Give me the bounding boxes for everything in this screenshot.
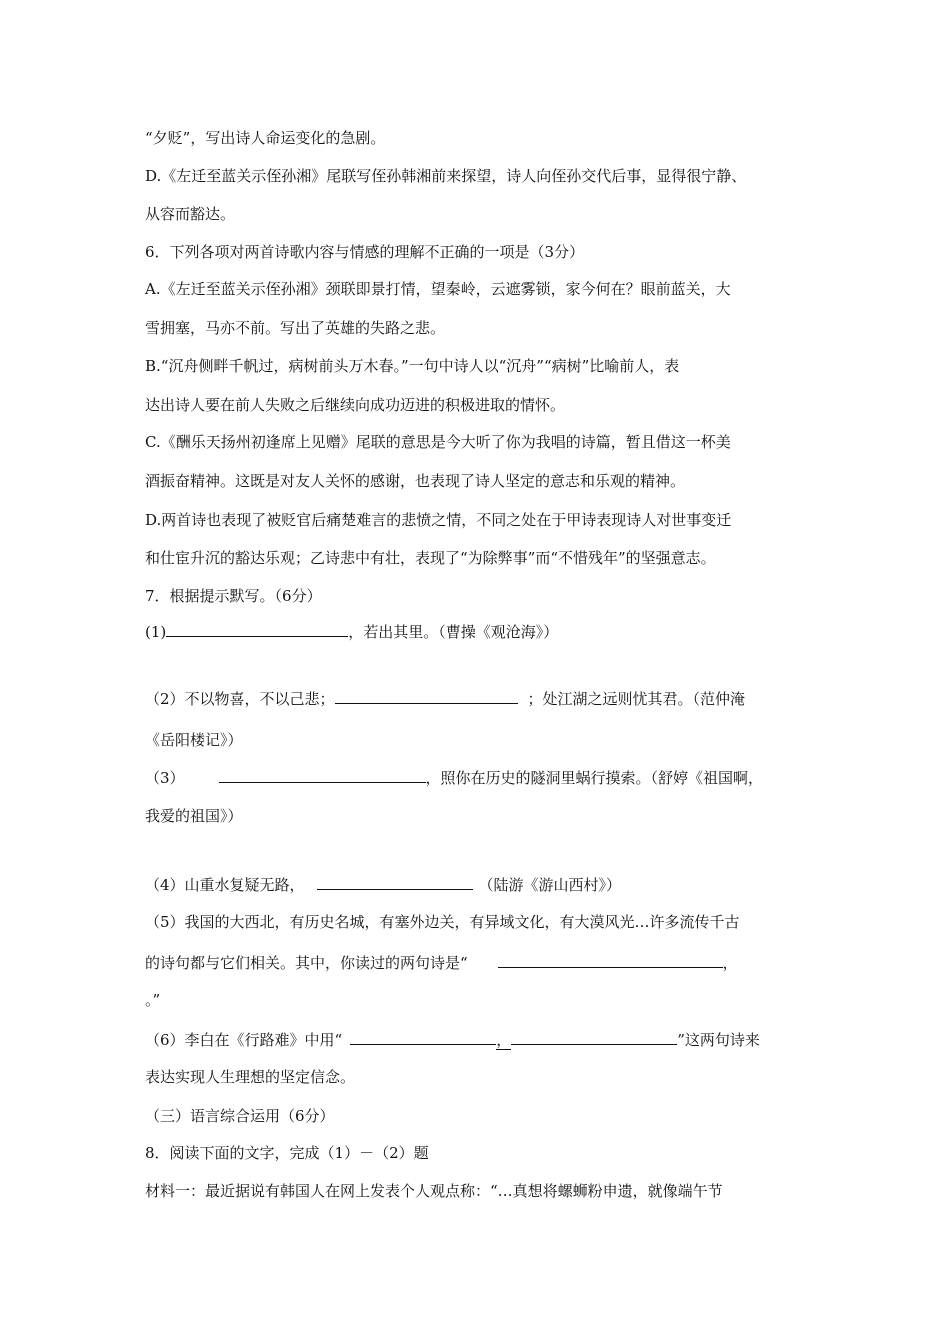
question-7-title: 7．根据提示默写。（6分） bbox=[145, 587, 322, 605]
text-line: 达出诗人要在前人失败之后继续向成功迈进的积极进取的情怀。 bbox=[145, 396, 566, 414]
answer-blank[interactable] bbox=[498, 952, 723, 968]
answer-blank[interactable] bbox=[166, 621, 348, 637]
option-a-line: A.《左迁至蓝关示侄孙湘》颈联即景打情，望秦岭，云遮雾锁，家今何在？眼前蓝关，大 bbox=[145, 280, 731, 298]
option-b-line: B.“沉舟侧畔千帆过，病树前头万木春。”一句中诗人以“沉舟”“病树”比喻前人，表 bbox=[145, 357, 680, 375]
dictation-item-5-blank-line: 的诗句都与它们相关。其中，你读过的两句诗是“ ， bbox=[145, 954, 738, 972]
dictation-item-1: (1) ，若出其里。（曹操《观沧海》） bbox=[145, 623, 559, 641]
text-line: 表达实现人生理想的坚定信念。 bbox=[145, 1068, 356, 1086]
text-line: 酒振奋精神。这既是对友人关怀的感谢，也表现了诗人坚定的意志和乐观的精神。 bbox=[145, 472, 686, 490]
question-6-title: 6．下列各项对两首诗歌内容与情感的理解不正确的一项是（3分） bbox=[145, 243, 585, 261]
text-line: 和仕宦升沉的豁达乐观；乙诗悲中有壮，表现了“为除弊事”而“不惜残年”的坚强意志。 bbox=[145, 549, 716, 567]
section-title: （三）语言综合运用（6分） bbox=[145, 1107, 335, 1125]
material-1-line: 材料一：最近据说有韩国人在网上发表个人观点称：“…真想将螺蛳粉申遗，就像端午节 bbox=[145, 1182, 723, 1200]
text-line: 《岳阳楼记》） bbox=[145, 731, 243, 749]
dictation-item-4: （4）山重水复疑无路， （陆游《游山西村》） bbox=[145, 876, 622, 894]
dictation-item-6: （6）李白在《行路难》中用“ ， ”这两句诗来 bbox=[145, 1031, 760, 1049]
option-d-line: D.两首诗也表现了被贬官后痛楚难言的悲愤之情，不同之处在于甲诗表现诗人对世事变迁 bbox=[145, 511, 732, 529]
answer-blank[interactable] bbox=[350, 1029, 496, 1045]
dictation-item-3: （3） ，照你在历史的隧洞里蜗行摸索。（舒婷《祖国啊， bbox=[145, 769, 764, 787]
text-line: “夕贬”，写出诗人命运变化的急剧。 bbox=[145, 129, 386, 147]
text-line: 。” bbox=[145, 991, 161, 1009]
answer-blank[interactable] bbox=[219, 767, 426, 783]
question-8-title: 8．阅读下面的文字，完成（1）－（2）题 bbox=[145, 1144, 429, 1162]
option-d-line: D.《左迁至蓝关示侄孙湘》尾联写侄孙韩湘前来探望，诗人向侄孙交代后事，显得很宁静、 bbox=[145, 167, 747, 185]
text-line: 从容而豁达。 bbox=[145, 205, 236, 223]
answer-blank[interactable] bbox=[317, 874, 473, 890]
text-line: 雪拥塞，马亦不前。写出了英雄的失路之悲。 bbox=[145, 319, 446, 337]
dictation-item-5: （5）我国的大西北，有历史名城，有塞外边关，有异域文化，有大漠风光…许多流传千古 bbox=[145, 913, 740, 931]
text-line: 我爱的祖国》） bbox=[145, 807, 243, 825]
answer-blank[interactable] bbox=[511, 1029, 677, 1045]
answer-blank[interactable] bbox=[335, 688, 518, 704]
dictation-item-2: （2）不以物喜，不以己悲； ；处江湖之远则忧其君。（范仲淹 bbox=[145, 690, 746, 708]
option-c-line: C.《酬乐天扬州初逢席上见赠》尾联的意思是今大听了你为我唱的诗篇，暂且借这一杯美 bbox=[145, 433, 731, 451]
